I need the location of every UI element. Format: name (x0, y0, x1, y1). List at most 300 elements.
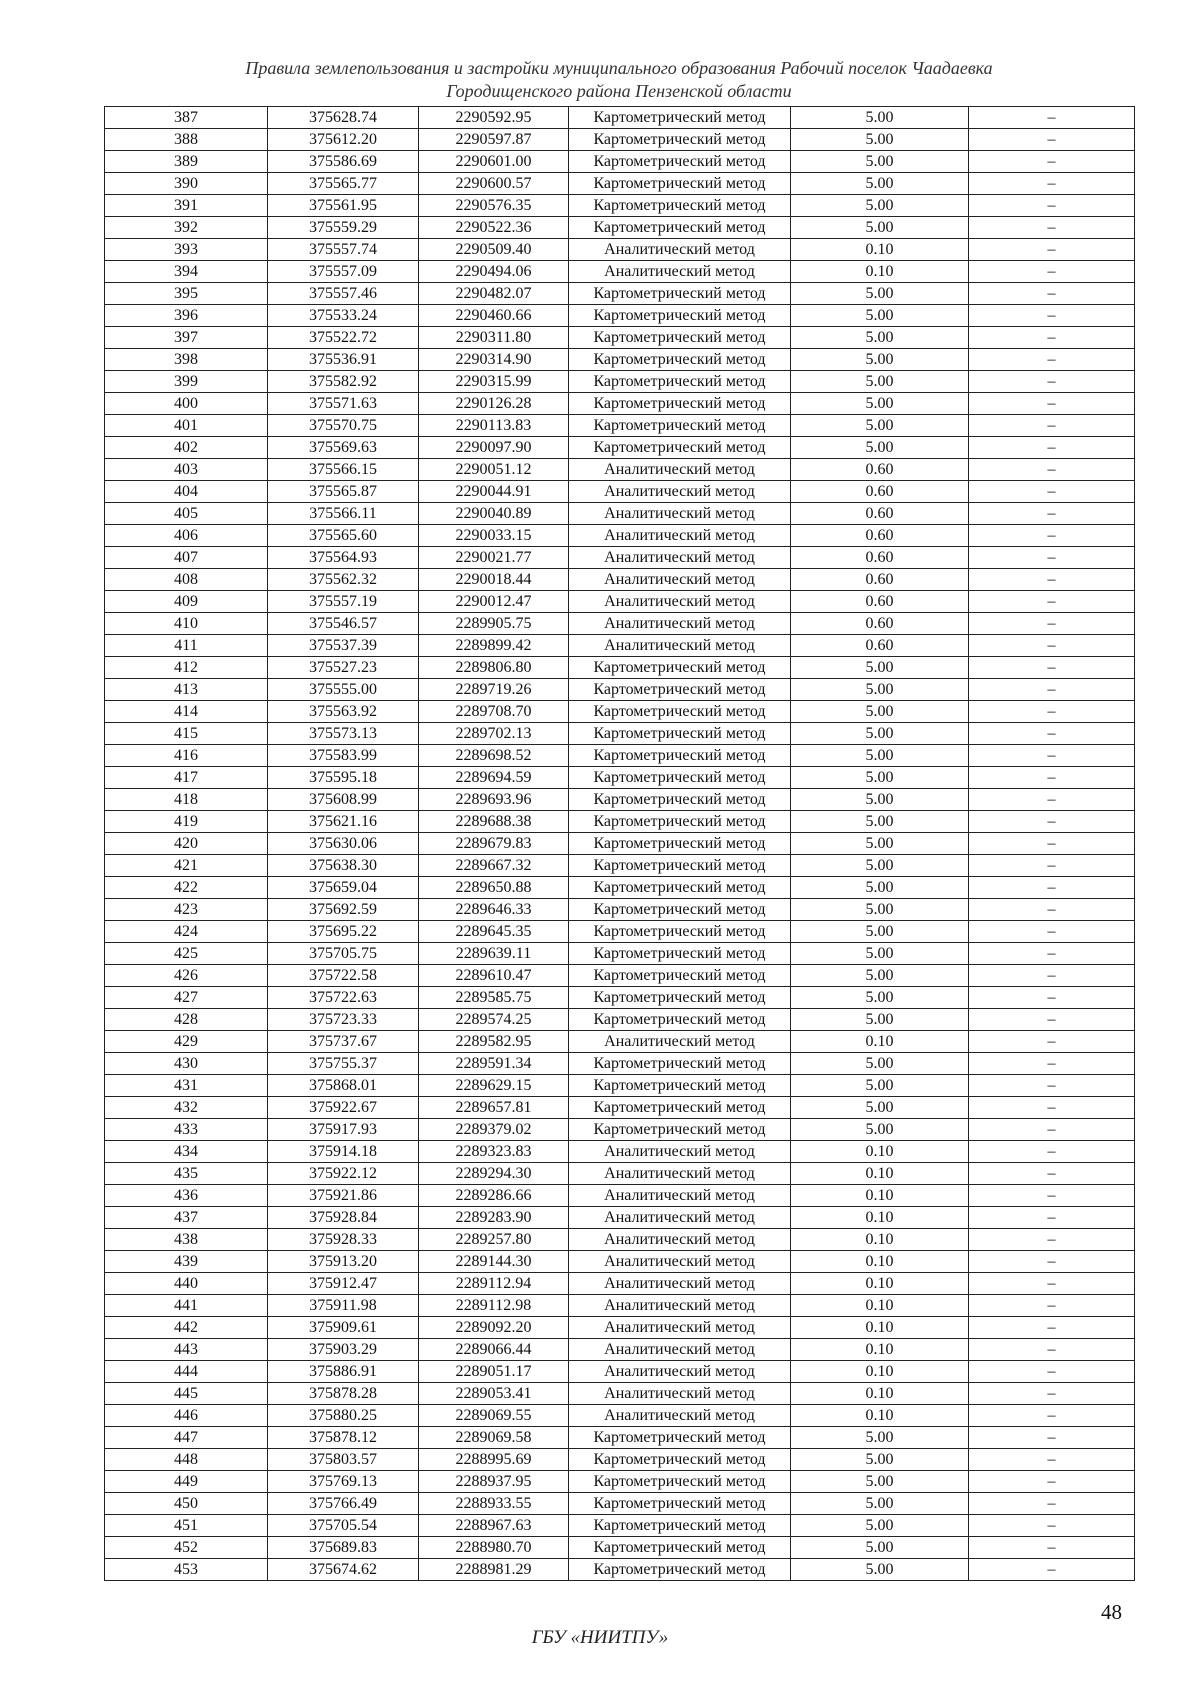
note-cell: – (969, 305, 1135, 327)
y-coordinate-cell: 2290592.95 (419, 107, 569, 129)
point-number-cell: 412 (105, 657, 268, 679)
method-cell: Аналитический метод (569, 459, 791, 481)
note-cell: – (969, 1493, 1135, 1515)
method-cell: Картометрический метод (569, 657, 791, 679)
table-row (105, 1163, 1135, 1185)
y-coordinate-cell: 2290522.36 (419, 217, 569, 239)
y-coordinate-cell: 2289286.66 (419, 1185, 569, 1207)
note-cell: – (969, 173, 1135, 195)
y-coordinate-cell: 2289899.42 (419, 635, 569, 657)
point-number-cell: 419 (105, 811, 268, 833)
accuracy-cell: 5.00 (791, 1449, 969, 1471)
point-number-cell: 445 (105, 1383, 268, 1405)
point-number-cell: 402 (105, 437, 268, 459)
table-row (105, 1295, 1135, 1317)
method-cell: Аналитический метод (569, 1339, 791, 1361)
x-coordinate-cell: 375917.93 (268, 1119, 419, 1141)
method-cell: Картометрический метод (569, 745, 791, 767)
note-cell: – (969, 767, 1135, 789)
table-row (105, 855, 1135, 877)
method-cell: Картометрический метод (569, 1449, 791, 1471)
y-coordinate-cell: 2289069.58 (419, 1427, 569, 1449)
y-coordinate-cell: 2289667.32 (419, 855, 569, 877)
accuracy-cell: 0.60 (791, 503, 969, 525)
table-row (105, 1009, 1135, 1031)
method-cell: Картометрический метод (569, 921, 791, 943)
table-row (105, 1449, 1135, 1471)
table-row (105, 1097, 1135, 1119)
accuracy-cell: 0.60 (791, 569, 969, 591)
x-coordinate-cell: 375912.47 (268, 1273, 419, 1295)
x-coordinate-cell: 375608.99 (268, 789, 419, 811)
x-coordinate-cell: 375562.32 (268, 569, 419, 591)
x-coordinate-cell: 375909.61 (268, 1317, 419, 1339)
point-number-cell: 442 (105, 1317, 268, 1339)
x-coordinate-cell: 375559.29 (268, 217, 419, 239)
note-cell: – (969, 547, 1135, 569)
point-number-cell: 451 (105, 1515, 268, 1537)
method-cell: Картометрический метод (569, 1097, 791, 1119)
note-cell: – (969, 415, 1135, 437)
point-number-cell: 390 (105, 173, 268, 195)
note-cell: – (969, 503, 1135, 525)
accuracy-cell: 5.00 (791, 1515, 969, 1537)
x-coordinate-cell: 375569.63 (268, 437, 419, 459)
table-row (105, 107, 1135, 129)
point-number-cell: 399 (105, 371, 268, 393)
point-number-cell: 428 (105, 1009, 268, 1031)
note-cell: – (969, 1251, 1135, 1273)
note-cell: – (969, 129, 1135, 151)
note-cell: – (969, 1449, 1135, 1471)
accuracy-cell: 5.00 (791, 371, 969, 393)
method-cell: Картометрический метод (569, 1427, 791, 1449)
y-coordinate-cell: 2290044.91 (419, 481, 569, 503)
y-coordinate-cell: 2290311.80 (419, 327, 569, 349)
accuracy-cell: 0.10 (791, 1141, 969, 1163)
method-cell: Аналитический метод (569, 1383, 791, 1405)
note-cell: – (969, 1119, 1135, 1141)
table-row (105, 811, 1135, 833)
method-cell: Картометрический метод (569, 437, 791, 459)
x-coordinate-cell: 375563.92 (268, 701, 419, 723)
table-row (105, 151, 1135, 173)
y-coordinate-cell: 2290021.77 (419, 547, 569, 569)
y-coordinate-cell: 2289806.80 (419, 657, 569, 679)
method-cell: Картометрический метод (569, 371, 791, 393)
accuracy-cell: 0.60 (791, 547, 969, 569)
point-number-cell: 438 (105, 1229, 268, 1251)
table-row (105, 437, 1135, 459)
accuracy-cell: 0.10 (791, 1405, 969, 1427)
accuracy-cell: 0.10 (791, 1229, 969, 1251)
point-number-cell: 388 (105, 129, 268, 151)
table-row (105, 569, 1135, 591)
method-cell: Аналитический метод (569, 1185, 791, 1207)
method-cell: Картометрический метод (569, 987, 791, 1009)
table-row (105, 701, 1135, 723)
accuracy-cell: 0.10 (791, 1185, 969, 1207)
y-coordinate-cell: 2289112.94 (419, 1273, 569, 1295)
table-row (105, 129, 1135, 151)
method-cell: Картометрический метод (569, 767, 791, 789)
method-cell: Аналитический метод (569, 1229, 791, 1251)
y-coordinate-cell: 2289053.41 (419, 1383, 569, 1405)
note-cell: – (969, 1075, 1135, 1097)
method-cell: Картометрический метод (569, 349, 791, 371)
y-coordinate-cell: 2289610.47 (419, 965, 569, 987)
coordinates-table (104, 106, 1135, 1581)
y-coordinate-cell: 2288980.70 (419, 1537, 569, 1559)
y-coordinate-cell: 2290033.15 (419, 525, 569, 547)
point-number-cell: 446 (105, 1405, 268, 1427)
method-cell: Аналитический метод (569, 1405, 791, 1427)
table-row (105, 283, 1135, 305)
note-cell: – (969, 745, 1135, 767)
point-number-cell: 449 (105, 1471, 268, 1493)
accuracy-cell: 0.60 (791, 613, 969, 635)
accuracy-cell: 5.00 (791, 107, 969, 129)
point-number-cell: 401 (105, 415, 268, 437)
point-number-cell: 414 (105, 701, 268, 723)
point-number-cell: 420 (105, 833, 268, 855)
point-number-cell: 404 (105, 481, 268, 503)
note-cell: – (969, 723, 1135, 745)
x-coordinate-cell: 375546.57 (268, 613, 419, 635)
point-number-cell: 432 (105, 1097, 268, 1119)
table-row (105, 1471, 1135, 1493)
note-cell: – (969, 1185, 1135, 1207)
note-cell: – (969, 349, 1135, 371)
table-row (105, 1361, 1135, 1383)
method-cell: Аналитический метод (569, 1163, 791, 1185)
header-line-2: Городищенского района Пензенской области (446, 81, 792, 101)
accuracy-cell: 5.00 (791, 745, 969, 767)
method-cell: Аналитический метод (569, 591, 791, 613)
y-coordinate-cell: 2290113.83 (419, 415, 569, 437)
accuracy-cell: 5.00 (791, 393, 969, 415)
accuracy-cell: 5.00 (791, 789, 969, 811)
accuracy-cell: 5.00 (791, 855, 969, 877)
table-row (105, 965, 1135, 987)
note-cell: – (969, 1295, 1135, 1317)
x-coordinate-cell: 375880.25 (268, 1405, 419, 1427)
accuracy-cell: 5.00 (791, 723, 969, 745)
point-number-cell: 441 (105, 1295, 268, 1317)
y-coordinate-cell: 2290482.07 (419, 283, 569, 305)
accuracy-cell: 5.00 (791, 811, 969, 833)
y-coordinate-cell: 2289112.98 (419, 1295, 569, 1317)
note-cell: – (969, 877, 1135, 899)
method-cell: Картометрический метод (569, 173, 791, 195)
x-coordinate-cell: 375564.93 (268, 547, 419, 569)
x-coordinate-cell: 375570.75 (268, 415, 419, 437)
method-cell: Аналитический метод (569, 481, 791, 503)
table-row (105, 1559, 1135, 1581)
table-row (105, 525, 1135, 547)
table-row (105, 635, 1135, 657)
point-number-cell: 434 (105, 1141, 268, 1163)
note-cell: – (969, 261, 1135, 283)
note-cell: – (969, 1009, 1135, 1031)
point-number-cell: 447 (105, 1427, 268, 1449)
table-row (105, 327, 1135, 349)
y-coordinate-cell: 2288981.29 (419, 1559, 569, 1581)
table-row (105, 613, 1135, 635)
x-coordinate-cell: 375868.01 (268, 1075, 419, 1097)
method-cell: Картометрический метод (569, 1471, 791, 1493)
note-cell: – (969, 613, 1135, 635)
point-number-cell: 395 (105, 283, 268, 305)
x-coordinate-cell: 375582.92 (268, 371, 419, 393)
point-number-cell: 398 (105, 349, 268, 371)
accuracy-cell: 0.10 (791, 1273, 969, 1295)
note-cell: – (969, 1229, 1135, 1251)
x-coordinate-cell: 375722.63 (268, 987, 419, 1009)
point-number-cell: 430 (105, 1053, 268, 1075)
accuracy-cell: 5.00 (791, 151, 969, 173)
note-cell: – (969, 239, 1135, 261)
table-row (105, 1515, 1135, 1537)
y-coordinate-cell: 2289144.30 (419, 1251, 569, 1273)
note-cell: – (969, 1053, 1135, 1075)
point-number-cell: 439 (105, 1251, 268, 1273)
point-number-cell: 436 (105, 1185, 268, 1207)
table-row (105, 1493, 1135, 1515)
note-cell: – (969, 811, 1135, 833)
accuracy-cell: 0.10 (791, 1339, 969, 1361)
method-cell: Аналитический метод (569, 1295, 791, 1317)
accuracy-cell: 5.00 (791, 195, 969, 217)
note-cell: – (969, 283, 1135, 305)
point-number-cell: 440 (105, 1273, 268, 1295)
method-cell: Картометрический метод (569, 855, 791, 877)
note-cell: – (969, 1273, 1135, 1295)
method-cell: Картометрический метод (569, 723, 791, 745)
note-cell: – (969, 943, 1135, 965)
x-coordinate-cell: 375628.74 (268, 107, 419, 129)
accuracy-cell: 5.00 (791, 921, 969, 943)
method-cell: Аналитический метод (569, 547, 791, 569)
x-coordinate-cell: 375769.13 (268, 1471, 419, 1493)
y-coordinate-cell: 2289702.13 (419, 723, 569, 745)
point-number-cell: 415 (105, 723, 268, 745)
accuracy-cell: 0.10 (791, 1361, 969, 1383)
note-cell: – (969, 1383, 1135, 1405)
y-coordinate-cell: 2289257.80 (419, 1229, 569, 1251)
note-cell: – (969, 833, 1135, 855)
accuracy-cell: 5.00 (791, 1097, 969, 1119)
y-coordinate-cell: 2289294.30 (419, 1163, 569, 1185)
table-row (105, 371, 1135, 393)
y-coordinate-cell: 2289639.11 (419, 943, 569, 965)
method-cell: Картометрический метод (569, 151, 791, 173)
x-coordinate-cell: 375689.83 (268, 1537, 419, 1559)
method-cell: Картометрический метод (569, 217, 791, 239)
y-coordinate-cell: 2290460.66 (419, 305, 569, 327)
note-cell: – (969, 591, 1135, 613)
y-coordinate-cell: 2289679.83 (419, 833, 569, 855)
accuracy-cell: 5.00 (791, 1559, 969, 1581)
accuracy-cell: 0.10 (791, 1317, 969, 1339)
y-coordinate-cell: 2290012.47 (419, 591, 569, 613)
x-coordinate-cell: 375595.18 (268, 767, 419, 789)
accuracy-cell: 5.00 (791, 349, 969, 371)
y-coordinate-cell: 2290315.99 (419, 371, 569, 393)
accuracy-cell: 5.00 (791, 437, 969, 459)
method-cell: Картометрический метод (569, 107, 791, 129)
point-number-cell: 425 (105, 943, 268, 965)
table-row (105, 1317, 1135, 1339)
point-number-cell: 433 (105, 1119, 268, 1141)
x-coordinate-cell: 375565.60 (268, 525, 419, 547)
table-row (105, 1339, 1135, 1361)
table-row (105, 833, 1135, 855)
x-coordinate-cell: 375705.54 (268, 1515, 419, 1537)
point-number-cell: 417 (105, 767, 268, 789)
page-header (104, 57, 1134, 103)
table-row (105, 305, 1135, 327)
method-cell: Картометрический метод (569, 899, 791, 921)
y-coordinate-cell: 2289650.88 (419, 877, 569, 899)
method-cell: Аналитический метод (569, 1031, 791, 1053)
method-cell: Аналитический метод (569, 569, 791, 591)
point-number-cell: 452 (105, 1537, 268, 1559)
method-cell: Картометрический метод (569, 305, 791, 327)
table-row (105, 173, 1135, 195)
point-number-cell: 393 (105, 239, 268, 261)
x-coordinate-cell: 375705.75 (268, 943, 419, 965)
y-coordinate-cell: 2290597.87 (419, 129, 569, 151)
table-row (105, 1427, 1135, 1449)
x-coordinate-cell: 375565.87 (268, 481, 419, 503)
note-cell: – (969, 371, 1135, 393)
note-cell: – (969, 195, 1135, 217)
point-number-cell: 389 (105, 151, 268, 173)
point-number-cell: 421 (105, 855, 268, 877)
x-coordinate-cell: 375537.39 (268, 635, 419, 657)
method-cell: Аналитический метод (569, 1141, 791, 1163)
x-coordinate-cell: 375692.59 (268, 899, 419, 921)
table-row (105, 261, 1135, 283)
table-row (105, 1405, 1135, 1427)
point-number-cell: 397 (105, 327, 268, 349)
table-row (105, 1119, 1135, 1141)
y-coordinate-cell: 2289051.17 (419, 1361, 569, 1383)
table-row (105, 547, 1135, 569)
point-number-cell: 405 (105, 503, 268, 525)
y-coordinate-cell: 2290509.40 (419, 239, 569, 261)
table-row (105, 723, 1135, 745)
method-cell: Картометрический метод (569, 283, 791, 305)
method-cell: Картометрический метод (569, 327, 791, 349)
coordinates-table-body (105, 107, 1135, 1581)
table-row (105, 195, 1135, 217)
x-coordinate-cell: 375557.46 (268, 283, 419, 305)
y-coordinate-cell: 2290494.06 (419, 261, 569, 283)
table-row (105, 1229, 1135, 1251)
method-cell: Картометрический метод (569, 129, 791, 151)
accuracy-cell: 0.10 (791, 1207, 969, 1229)
note-cell: – (969, 1207, 1135, 1229)
y-coordinate-cell: 2289657.81 (419, 1097, 569, 1119)
x-coordinate-cell: 375522.72 (268, 327, 419, 349)
x-coordinate-cell: 375913.20 (268, 1251, 419, 1273)
method-cell: Аналитический метод (569, 239, 791, 261)
x-coordinate-cell: 375886.91 (268, 1361, 419, 1383)
method-cell: Аналитический метод (569, 1273, 791, 1295)
y-coordinate-cell: 2290018.44 (419, 569, 569, 591)
x-coordinate-cell: 375674.62 (268, 1559, 419, 1581)
y-coordinate-cell: 2289574.25 (419, 1009, 569, 1031)
x-coordinate-cell: 375557.19 (268, 591, 419, 613)
accuracy-cell: 0.10 (791, 1251, 969, 1273)
x-coordinate-cell: 375527.23 (268, 657, 419, 679)
note-cell: – (969, 1559, 1135, 1581)
accuracy-cell: 5.00 (791, 767, 969, 789)
accuracy-cell: 5.00 (791, 1119, 969, 1141)
y-coordinate-cell: 2288933.55 (419, 1493, 569, 1515)
table-row (105, 921, 1135, 943)
y-coordinate-cell: 2289688.38 (419, 811, 569, 833)
point-number-cell: 413 (105, 679, 268, 701)
point-number-cell: 431 (105, 1075, 268, 1097)
point-number-cell: 394 (105, 261, 268, 283)
note-cell: – (969, 1317, 1135, 1339)
accuracy-cell: 5.00 (791, 987, 969, 1009)
method-cell: Аналитический метод (569, 503, 791, 525)
accuracy-cell: 0.10 (791, 1163, 969, 1185)
table-row (105, 415, 1135, 437)
y-coordinate-cell: 2289582.95 (419, 1031, 569, 1053)
y-coordinate-cell: 2289585.75 (419, 987, 569, 1009)
point-number-cell: 396 (105, 305, 268, 327)
x-coordinate-cell: 375571.63 (268, 393, 419, 415)
point-number-cell: 408 (105, 569, 268, 591)
point-number-cell: 411 (105, 635, 268, 657)
accuracy-cell: 5.00 (791, 877, 969, 899)
table-row (105, 789, 1135, 811)
accuracy-cell: 5.00 (791, 1053, 969, 1075)
note-cell: – (969, 965, 1135, 987)
point-number-cell: 443 (105, 1339, 268, 1361)
method-cell: Аналитический метод (569, 1251, 791, 1273)
x-coordinate-cell: 375755.37 (268, 1053, 419, 1075)
table-row (105, 481, 1135, 503)
x-coordinate-cell: 375922.67 (268, 1097, 419, 1119)
method-cell: Картометрический метод (569, 415, 791, 437)
point-number-cell: 409 (105, 591, 268, 613)
accuracy-cell: 0.60 (791, 635, 969, 657)
note-cell: – (969, 899, 1135, 921)
note-cell: – (969, 393, 1135, 415)
point-number-cell: 427 (105, 987, 268, 1009)
table-row (105, 1031, 1135, 1053)
point-number-cell: 429 (105, 1031, 268, 1053)
accuracy-cell: 5.00 (791, 129, 969, 151)
y-coordinate-cell: 2288967.63 (419, 1515, 569, 1537)
table-row (105, 657, 1135, 679)
point-number-cell: 400 (105, 393, 268, 415)
x-coordinate-cell: 375573.13 (268, 723, 419, 745)
point-number-cell: 444 (105, 1361, 268, 1383)
page-number: 48 (1101, 1600, 1122, 1624)
y-coordinate-cell: 2289694.59 (419, 767, 569, 789)
y-coordinate-cell: 2289698.52 (419, 745, 569, 767)
method-cell: Картометрический метод (569, 1119, 791, 1141)
table-row (105, 1251, 1135, 1273)
note-cell: – (969, 657, 1135, 679)
